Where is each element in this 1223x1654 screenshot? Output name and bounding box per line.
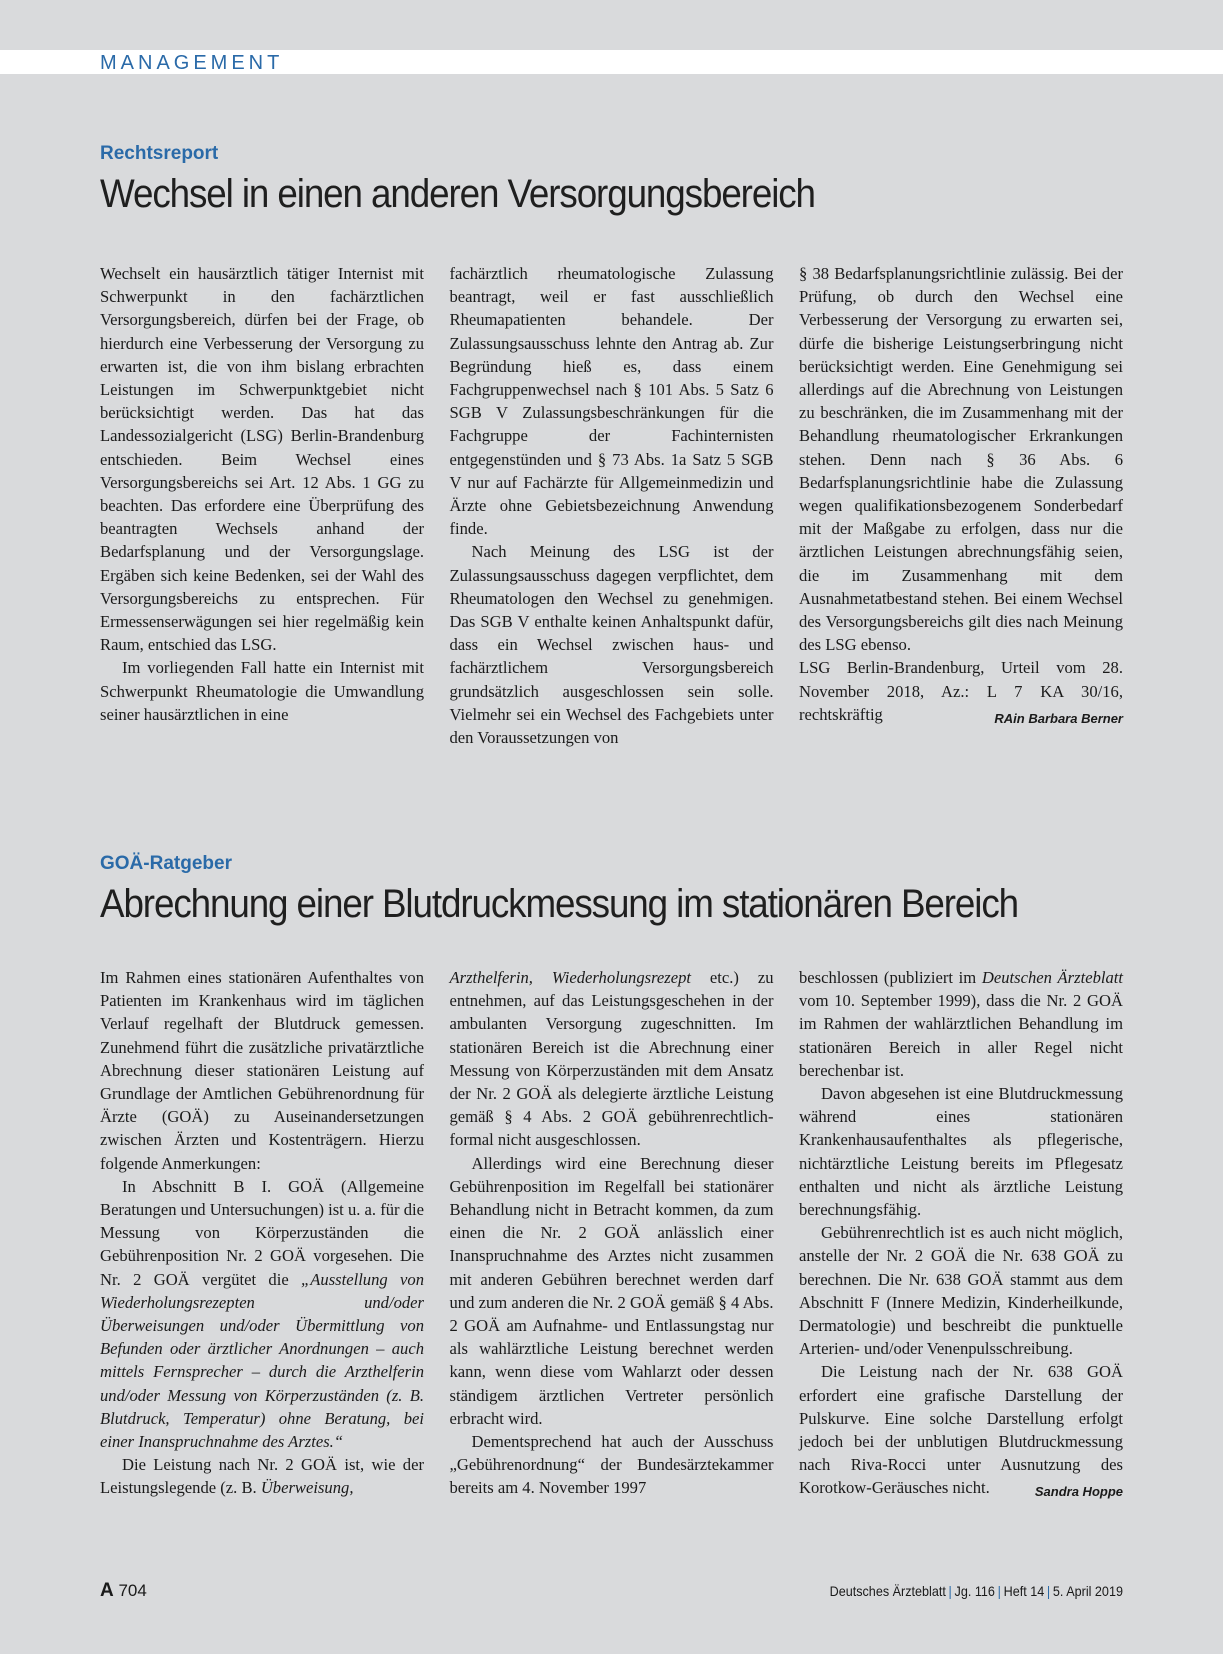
- article-goae-ratgeber: [100, 852, 1123, 1504]
- article-title: Abrechnung einer Blutdruckmessung im stationären Bereich: [100, 882, 1019, 926]
- page-footer: [100, 1580, 1123, 1602]
- paragraph: Davon abgesehen ist eine Blutdruckmessung während eines stationären Krankenhausaufenthaltes als pflegerische, nichtärztliche Leistung bereits im Pflegesatz enthalten und nicht als ärztliche Leistung berechnungsfähig.: [799, 1084, 1123, 1220]
- page-prefix: A: [100, 1580, 114, 1601]
- journal-volume: Jg. 116: [954, 1583, 995, 1599]
- top-band: [0, 0, 1223, 50]
- article-rechtsreport: [100, 142, 1123, 749]
- column-3: [799, 966, 1123, 1504]
- journal-date: 5. April 2019: [1052, 1583, 1123, 1599]
- citation: [799, 656, 1123, 726]
- paragraph: § 38 Bedarfsplanungsrichtlinie zulässig. Bei der Prüfung, ob durch den Wechsel eine Verbesserung der Versorgung zu erwarten sei, dürfe die bisherige Leistungserbringung nicht berücksichtigt werden. Eine Genehmigung sei allerdings auf die Abrechnung von Leistungen zu beschränken, die im Zusammenhang mit der Behandlung rheumatologischer Erkrankungen stehen. Denn nach § 36 Abs. 6 Bedarfsplanungsrichtlinie habe die Zulassung wegen qualifikationsbezogenem Sonderbedarf mit der Maßgabe zu erfolgen, dass nur die ärztlichen Leistungen abrechnungsfähig seien, die im Zusammenhang mit dem Ausnahmetatbestand stehen. Bei einem Wechsel des Versorgungsbereichs gilt dies nach Meinung des LSG ebenso.: [799, 264, 1123, 655]
- paragraph: [799, 966, 1123, 1082]
- column-2: [450, 966, 774, 1504]
- paragraph-text: vom 10. September 1999), dass die Nr. 2 GOÄ im Rahmen der wahlärztlichen Behandlung im stationären Bereich in aller Regel nicht berechenbar ist.: [799, 991, 1123, 1080]
- paragraph: Nach Meinung des LSG ist der Zulassungsausschuss dagegen verpflichtet, dem Rheumatologen den Wechsel zu genehmigen. Das SGB V enthalte keinen Anhaltspunkt dafür, dass ein Wechsel zwischen haus- und fachärztlichem Versorgungsbereich grundsätzlich ausgeschlossen sein solle. Vielmehr sei ein Wechsel des Fachgebiets unter den Voraussetzungen von: [449, 542, 774, 748]
- paragraph: Allerdings wird eine Berechnung dieser Gebührenposition im Regelfall bei stationärer Behandlung nicht in Betracht kommen, da zum einen die Nr. 2 GOÄ anlässlich einer Inanspruchnahme des Arztes nicht zusammen mit anderen Gebühren berechnet werden darf und zum anderen die Nr. 2 GOÄ gemäß § 4 Abs. 2 GOÄ am Aufnahme- und Entlassungstag nur als wahlärztliche Leistung berechnet werden kann, wenn diese vom Wahlarzt oder dessen ständigem ärztlichen Vertreter persönlich erbracht wird.: [449, 1153, 774, 1428]
- quote-text: „Ausstellung von Wiederholungsrezepten und/oder Überweisungen und/oder Übermittlung von Befunden oder ärztlicher Anordnungen – auch mittels Fernsprecher – durch die Arzthelferin und/oder Messung von Körperzuständen (z. B. Blutdruck, Temperatur) ohne Beratung, bei einer Inanspruchnahme des Arztes.“: [100, 1269, 424, 1452]
- paragraph-text: Die Leistung nach der Nr. 638 GOÄ erfordert eine grafische Darstellung der Pulskurve. Eine solche Darstellung erfolgt jedoch bei der unblutigen Blutdruckmessung nach Riva-Rocci unter Ausnutzung des Korotkow-Geräusches nicht.: [799, 1362, 1123, 1498]
- paragraph: [450, 966, 774, 1152]
- article-body: [100, 966, 1123, 1504]
- paragraph: Dementsprechend hat auch der Ausschuss „Gebührenordnung“ der Bundesärztekammer bereits am 4. November 1997: [449, 1432, 774, 1498]
- article-body: [100, 262, 1123, 749]
- page-number-value: 704: [118, 1581, 147, 1600]
- page-number: [100, 1580, 147, 1602]
- paragraph: Gebührenrechtlich ist es auch nicht möglich, anstelle der Nr. 2 GOÄ die Nr. 638 GOÄ zu berechnen. Die Nr. 638 GOÄ stammt aus dem Abschnitt F (Innere Medizin, Kinderheilkunde, Dermatologie) und beschreibt die punktuelle Arterien- und/oder Venenpulsschreibung.: [799, 1223, 1123, 1359]
- article-kicker: Rechtsreport: [100, 143, 219, 164]
- article-kicker: GOÄ-Ratgeber: [100, 853, 232, 874]
- italic-text: Deutschen Ärzteblatt: [981, 968, 1124, 987]
- section-label: MANAGEMENT: [100, 52, 284, 74]
- paragraph: fachärztlich rheumatologische Zulassung beantragt, weil er fast ausschließlich Rheumapatienten behandele. Der Zulassungsausschuss lehnte den Antrag ab. Zur Begründung hieß es, dass einem Fachgruppenwechsel nach § 101 Abs. 5 Satz 6 SGB V Zulassungsbeschränkungen für die Fachgruppe der Fachinternisten entgegenstünden und § 73 Abs. 1a Satz 5 SGB V nur auf Fachärzte für Allgemeinmedizin und Ärzte ohne Gebietsbezeichnung Anwendung finde.: [449, 264, 774, 539]
- column-2: [450, 262, 774, 749]
- journal-issue: Heft 14: [1003, 1583, 1045, 1599]
- paragraph: [100, 1453, 424, 1499]
- column-3: [799, 262, 1123, 749]
- paragraph: [100, 1175, 424, 1453]
- paragraph: [799, 1360, 1123, 1499]
- paragraph-text: etc.) zu entnehmen, auf das Leistungsgeschehen in der ambulanten Versorgung zugeschnitten. Im stationären Bereich ist die Abrechnung einer Messung von Körperzuständen mit dem Ansatz der Nr. 2 GOÄ als delegierte ärztliche Leistung gemäß § 4 Abs. 2 GOÄ gebührenrechtlich-formal nicht ausgeschlossen.: [449, 968, 774, 1150]
- paragraph-text: Die Leistung nach Nr. 2 GOÄ ist, wie der Leistungslegende (z. B.: [100, 1455, 424, 1498]
- journal-info: Deutsches Ärzteblatt | Jg. 116 | Heft 14 | 5. April 2019: [829, 1583, 1123, 1599]
- paragraph: Im vorliegenden Fall hatte ein Internist mit Schwerpunkt Rheumatologie die Umwandlung seiner hausärztlichen in eine: [100, 658, 424, 724]
- author-name: RAin Barbara Berner: [994, 710, 1123, 726]
- column-1: [100, 262, 424, 749]
- italic-text: Arzthelferin, Wiederholungsrezept: [449, 968, 692, 987]
- paragraph-text: beschlossen (publiziert im: [799, 968, 982, 987]
- paragraph: Wechselt ein hausärztlich tätiger Internist mit Schwerpunkt in den fachärztlichen Versorgungsbereich, dürfen bei der Frage, ob hierdurch eine Verbesserung der Versorgung zu erwarten ist, die von ihm bislang erbrachten Leistungen im Schwerpunktgebiet nicht berücksichtigt werden. Das hat das Landessozialgericht (LSG) Berlin-Brandenburg entschieden. Beim Wechsel eines Versorgungsbereichs sei Art. 12 Abs. 1 GG zu beachten. Das erfordere eine Überprüfung des beantragten Wechsels anhand der Bedarfsplanung und der Versorgungslage. Ergäben sich keine Bedenken, sei der Wahl des Versorgungsbereichs zu entsprechen. Für Ermessenserwägungen sei hier regelmäßig kein Raum, entschied das LSG.: [100, 264, 424, 655]
- article-title: Wechsel in einen anderen Versorgungsbereich: [100, 172, 815, 216]
- author-name: Sandra Hoppe: [1034, 1484, 1123, 1500]
- paragraph-text: In Abschnitt B I. GOÄ (Allgemeine Beratungen und Untersuchungen) ist u. a. für die Messung von Körperzuständen die Gebührenposition Nr. 2 GOÄ vorgesehen. Die Nr. 2 GOÄ vergütet die: [100, 1176, 424, 1289]
- column-1: [100, 966, 424, 1504]
- journal-name: Deutsches Ärzteblatt: [829, 1583, 946, 1599]
- paragraph: Im Rahmen eines stationären Aufenthaltes von Patienten im Krankenhaus wird im täglichen Verlauf regelhaft der Blutdruck gemessen. Zunehmend führt die zusätzliche privatärztliche Abrechnung dieser stationären Leistung auf Grundlage der Amtlichen Gebührenordnung für Ärzte (GOÄ) zu Auseinandersetzungen zwischen Ärzten und Kostenträgern. Hierzu folgende Anmerkungen:: [100, 968, 424, 1173]
- italic-text: Überweisung,: [260, 1478, 354, 1498]
- citation-text: LSG Berlin-Brandenburg, Urteil vom 28. November 2018, Az.: L 7 KA 30/16, rechtskräftig: [799, 658, 1123, 724]
